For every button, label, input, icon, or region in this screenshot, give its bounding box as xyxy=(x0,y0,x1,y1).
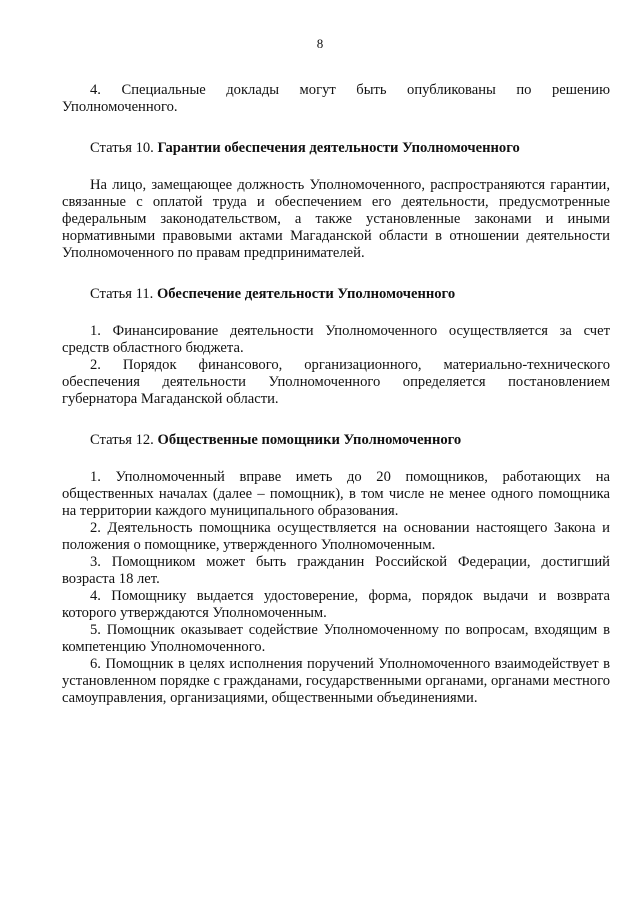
paragraph: 4. Специальные доклады могут быть опубликованы по решению Уполномоченного. xyxy=(62,82,610,115)
paragraph: 2. Порядок финансового, организационного, материально-технического обеспечения деятельности Уполномоченного определяется постановлением губернатора Магаданской области. xyxy=(62,357,610,407)
document-body xyxy=(62,82,610,731)
article-body-10 xyxy=(62,177,610,262)
paragraph: 4. Помощнику выдается удостоверение, форма, порядок выдачи и возврата которого утверждаются Уполномоченным. xyxy=(62,588,610,621)
article-title: Обеспечение деятельности Уполномоченного xyxy=(156,286,456,302)
article-prefix: Статья 11. xyxy=(90,286,154,302)
page-number: 8 xyxy=(316,36,324,51)
article-heading-12 xyxy=(62,432,610,449)
article-heading-10 xyxy=(62,140,610,157)
paragraph: 1. Финансирование деятельности Уполномоченного осуществляется за счет средств областного бюджета. xyxy=(62,323,610,356)
paragraph: На лицо, замещающее должность Уполномоченного, распространяются гарантии, связанные с оплатой труда и обеспечением его деятельности, предусмотренные федеральным законодательством, а также установленные законами и иными нормативными правовыми актами Магаданской области в отношении деятельности Уполномоченного по правам предпринимателей. xyxy=(62,177,610,261)
article-prefix: Статья 12. xyxy=(90,432,154,448)
paragraph: 1. Уполномоченный вправе иметь до 20 помощников, работающих на общественных началах (далее – помощник), в том числе не менее одного помощника на территории каждого муниципального образования. xyxy=(62,469,610,519)
article-body-11 xyxy=(62,323,610,408)
paragraph: 5. Помощник оказывает содействие Уполномоченному по вопросам, входящим в компетенцию Уполномоченного. xyxy=(62,622,610,655)
paragraph: 3. Помощником может быть гражданин Российской Федерации, достигший возраста 18 лет. xyxy=(62,554,610,587)
article-body-12 xyxy=(62,469,610,707)
paragraph: 6. Помощник в целях исполнения поручений Уполномоченного взаимодействует в установленном порядке с гражданами, государственными органами, органами местного самоуправления, организациями, общественными объединениями. xyxy=(62,656,610,706)
intro-block xyxy=(62,82,610,116)
article-heading-11 xyxy=(62,286,610,303)
paragraph: 2. Деятельность помощника осуществляется на основании настоящего Закона и положения о помощнике, утвержденного Уполномоченным. xyxy=(62,520,610,553)
article-prefix: Статья 10. xyxy=(90,140,154,156)
article-title: Общественные помощники Уполномоченного xyxy=(157,432,462,448)
article-title: Гарантии обеспечения деятельности Уполномоченного xyxy=(157,140,520,156)
